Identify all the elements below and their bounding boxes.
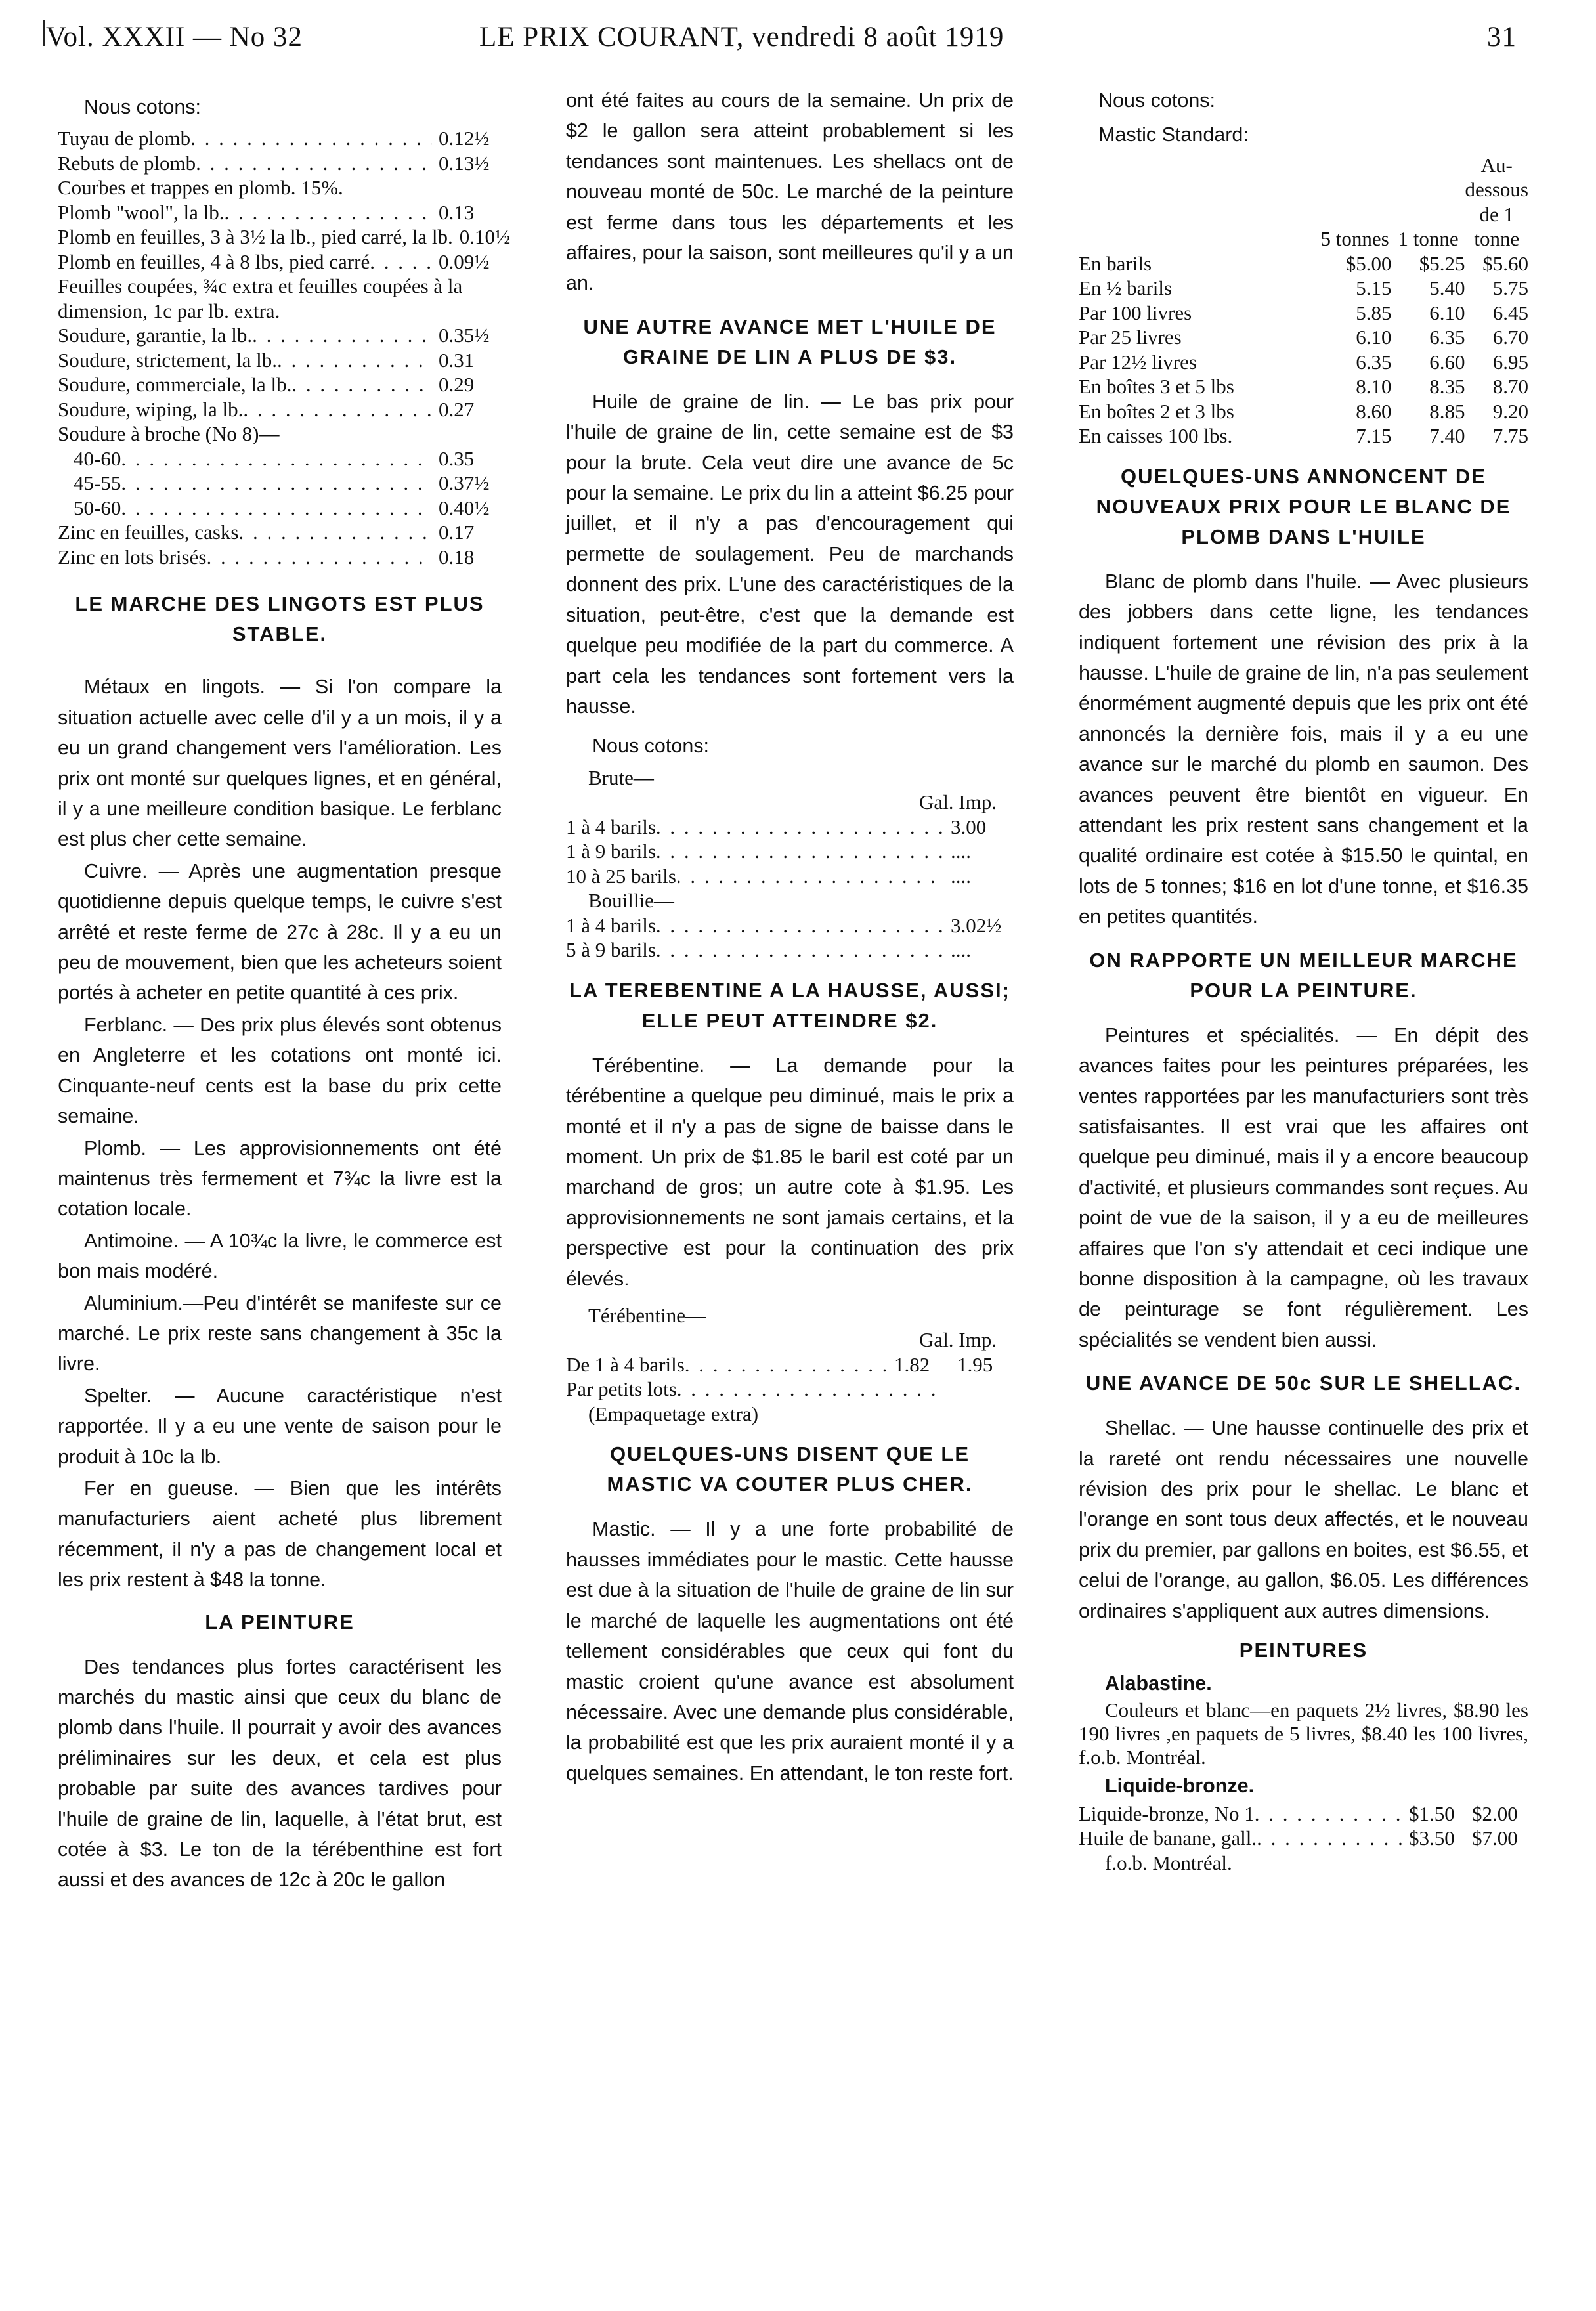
mastic-row-label: En boîtes 2 et 3 lbs [1079, 399, 1234, 423]
price-row-value: .... [951, 840, 971, 863]
dot-leader [252, 323, 432, 348]
mastic-row-label: En caisses 100 lbs. [1079, 424, 1233, 448]
price-row-value: 0.13 [439, 200, 475, 224]
mastic-row-value: 8.70 [1492, 375, 1528, 399]
mastic-row-label: En boîtes 3 et 5 lbs [1079, 375, 1234, 399]
nous-cotons-label: Nous cotons: [84, 96, 202, 118]
dot-leader [243, 397, 432, 422]
heading-meilleur-marche: ON RAPPORTE UN MEILLEUR MARCHE POUR LA PEINTURE. [1089, 948, 1518, 1002]
price-row-label: Soudure, wiping, la lb. [58, 397, 244, 421]
metal-paragraph: Plomb. — Les approvisionnements ont été maintenus très fermement et 7¾c la livre est la cotation locale. [58, 1136, 502, 1220]
mastic-row [1079, 301, 1528, 326]
mastic-row-value: 6.35 [1356, 350, 1392, 374]
price-row [58, 372, 502, 397]
mastic-row-label: En ½ barils [1079, 276, 1173, 300]
price-row-value: 0.37½ [439, 471, 490, 495]
mastic-row [1079, 350, 1528, 375]
mastic-row-value: 7.40 [1429, 424, 1465, 448]
price-row-label: 40-60 [74, 446, 121, 470]
terebentine-price-table [566, 1303, 1014, 1427]
price-row-value: 0.35 [439, 446, 475, 470]
heading-mastic: QUELQUES-UNS DISENT QUE LE MASTIC VA COUTER PLUS CHER. [607, 1442, 973, 1496]
mastic-row-value: 7.75 [1492, 424, 1528, 448]
price-row-label: 1 à 4 barils [566, 913, 656, 937]
heading-lingots: LE MARCHE DES LINGOTS EST PLUS STABLE. [75, 592, 485, 646]
mastic-row-value: 7.15 [1356, 424, 1392, 448]
heading-shellac: UNE AVANCE DE 50c SUR LE SHELLAC. [1085, 1371, 1522, 1395]
mastic-row [1079, 325, 1528, 350]
price-row-label: Plomb "wool", la lb. [58, 200, 225, 224]
price-row-label: 10 à 25 barils [566, 864, 676, 888]
page-edge-rule [43, 20, 45, 46]
mastic-row-label: Par 12½ livres [1079, 350, 1197, 374]
price-row [566, 815, 1014, 840]
fob-note: f.o.b. Montréal. [1105, 1851, 1232, 1874]
mastic-row-value: 6.45 [1492, 301, 1528, 324]
col-1-tonne: 1 tonne [1398, 227, 1459, 251]
mastic-row-value: 6.10 [1356, 326, 1392, 349]
bouillie-label: Bouillie— [588, 889, 674, 913]
mastic-row [1079, 374, 1528, 399]
mastic-row-value: 9.20 [1492, 399, 1528, 423]
metal-paragraph: Antimoine. — A 10¾c la livre, le commerce est bon mais modéré. [58, 1229, 502, 1283]
price-note: Soudure à broche (No 8)— [58, 422, 280, 446]
column-1 [58, 85, 511, 1897]
alabastine-label: Alabastine. [1105, 1672, 1212, 1695]
nous-cotons-label: Nous cotons: [592, 735, 710, 758]
dot-leader [656, 815, 944, 840]
mastic-row-value: 6.35 [1429, 326, 1465, 349]
mastic-row-label: Par 100 livres [1079, 301, 1192, 324]
liquide-bronze-label: Liquide-bronze. [1105, 1775, 1255, 1798]
dot-leader [121, 471, 432, 496]
dot-leader [121, 446, 432, 471]
price-note: Feuilles coupées, ¾c extra et feuilles coupées à la dimension, 1c par lb. extra. [58, 274, 463, 322]
price-row-value: 0.10½ [459, 225, 511, 249]
price-row [566, 839, 1014, 864]
mastic-row-value: 6.60 [1429, 350, 1465, 374]
price-row-value: .... [951, 938, 971, 962]
price-row-label: 1 à 9 barils [566, 840, 656, 863]
liquide-bronze-row: Liquide-bronze, No 1 . . . $1.50 $2.00 [1079, 1802, 1528, 1826]
dot-leader [656, 839, 944, 864]
dot-leader [238, 520, 432, 545]
huile-banane-row: Huile de banane, gall. . . . $3.50 $7.00 [1079, 1826, 1528, 1851]
terebentine-row: De 1 à 4 barils . . . 1.82 1.95 [566, 1352, 1014, 1377]
brute-label: Brute— [588, 766, 654, 789]
paragraph-mastic: Mastic. — Il y a une forte probabilité de hausses immédiates pour le mastic. Cette hausse est due à la situation de l'huile de graine de lin sur le marché de laquelle les augmentations ont été tellement considérables que ceux qui font du mastic croient qu'une avance est absolument nécessaire. Avec une demande plus considérable, la probabilité est que les prix auraient monté il y a quelques semaines. En attendant, le ton reste fort. [566, 1518, 1014, 1784]
peinture-paragraphs [58, 1652, 502, 1895]
dot-leader [291, 372, 432, 397]
price-row-label: 45-55 [74, 471, 121, 495]
mastic-row [1079, 251, 1528, 276]
heading-peintures: PEINTURES [1239, 1639, 1368, 1662]
mastic-row-value: 6.70 [1492, 326, 1528, 349]
heading-peinture: LA PEINTURE [205, 1610, 355, 1633]
price-row [58, 496, 502, 521]
price-row-label: Soudure, commerciale, la lb. [58, 373, 292, 397]
dot-leader [370, 249, 432, 274]
col-au-dessous: Au-dessous de 1 tonne [1465, 153, 1528, 251]
price-row-value: 0.40½ [439, 496, 490, 519]
mastic-row-value: $5.00 [1345, 251, 1392, 275]
mastic-price-table [1079, 153, 1528, 448]
price-row [566, 864, 1014, 889]
dot-leader [277, 348, 432, 373]
price-row-label: Plomb en feuilles, 3 à 3½ la lb., pied carré, la lb. [58, 225, 453, 249]
page-number: 31 [1487, 22, 1517, 53]
price-row [58, 446, 502, 471]
price-row-value: 0.12½ [439, 127, 490, 150]
price-row [58, 348, 502, 373]
journal-title: LE PRIX COURANT, vendredi 8 août 1919 [479, 22, 1004, 53]
petits-lots-row: Par petits lots . . . [566, 1377, 1014, 1402]
heading-blanc-plomb: QUELQUES-UNS ANNONCENT DE NOUVEAUX PRIX POUR LE BLANC DE PLOMB DANS L'HUILE [1096, 464, 1511, 548]
mastic-row-label: Par 25 livres [1079, 326, 1182, 349]
mastic-row-value: 6.10 [1429, 301, 1465, 324]
dot-leader [196, 151, 432, 176]
liquide-bronze-table [1079, 1802, 1528, 1876]
price-row-label: Soudure, strictement, la lb. [58, 348, 278, 372]
price-row-label: Plomb en feuilles, 4 à 8 lbs, pied carré [58, 249, 370, 273]
dot-leader [121, 496, 432, 521]
mastic-row-value: $5.60 [1482, 251, 1528, 275]
terebentine-label: Térébentine— [588, 1303, 706, 1327]
mastic-row-value: 8.35 [1429, 375, 1465, 399]
metal-paragraph: Ferblanc. — Des prix plus élevés sont obtenus en Angleterre et les cotations ont monté ici. Cinquante-neuf cents est la base du prix cette semaine. [58, 1013, 502, 1128]
heading-terebentine: LA TEREBENTINE A LA HAUSSE, AUSSI; ELLE PEUT ATTEINDRE $2. [569, 978, 1010, 1032]
paragraph-blanc-plomb: Blanc de plomb dans l'huile. — Avec plusieurs des jobbers dans cette ligne, les tendances indiquent fortement une révision des prix à la hausse. L'huile de graine de lin, n'a pas seulement énormément augmenté depuis que les prix ont été annoncés la dernière fois, mais il y a eu une avance sur le marché du plomb en saumon. Des avances peuvent être bientôt en vigueur. En attendant les prix restent sans changement et la qualité ordinaire est cotée à $15.50 le quintal, en lots de 5 tonnes; $16 en lot d'une tonne, et $16.35 en petites quantités. [1079, 570, 1528, 928]
mastic-standard-label: Mastic Standard: [1098, 123, 1249, 146]
mastic-row [1079, 399, 1528, 424]
mastic-row-value: 8.85 [1429, 399, 1465, 423]
nous-cotons-label: Nous cotons: [1098, 89, 1216, 112]
paragraph-huile-lin: Huile de graine de lin. — Le bas prix pour l'huile de graine de lin, cette semaine est de $3 pour la brute. Cela veut dire une avance de 5c pour la semaine. Le prix du lin a atteint $6.25 pour juillet, et il n'y a pas d'encouragement qui permette de soulagement. Peu de marchands donnent des prix. L'une des caractéristiques de la situation, peut-être, c'est que la demande est quelque peu modifiée de la part du commerce. A part cela les tendances sont fortement vers la hausse. [566, 390, 1014, 718]
metal-paragraph: Aluminium.—Peu d'intérêt se manifeste sur ce marché. Le prix reste sans changement à 35c la livre. [58, 1291, 502, 1375]
lingots-paragraphs [58, 672, 502, 1595]
mastic-row-value: 5.85 [1356, 301, 1392, 324]
price-row-value: 0.09½ [439, 249, 490, 273]
price-note: Courbes et trappes en plomb. 15%. [58, 176, 343, 200]
price-row-label: Zinc en feuilles, casks [58, 521, 239, 544]
paragraph-terebentine: Térébentine. — La demande pour la térébentine a quelque peu diminué, mais le prix a monté et il n'y a pas de signe de baisse dans le moment. Un prix de $1.85 le baril est coté par un marchand de gros; un autre cote à $1.95. Les approvisionnements ne sont jamais certains, et la perspective est pour la continuation des prix élevés. [566, 1054, 1014, 1290]
price-row [58, 471, 502, 496]
empaquetage-note: (Empaquetage extra) [588, 1402, 759, 1425]
peinture-paragraph: Des tendances plus fortes caractérisent les marchés du mastic ainsi que ceux du blanc de plomb dans l'huile. Il pourrait y avoir des avances préliminaires sur les deux, et cela est plus probable par suite des avances tardives pour l'huile de graine de lin, laquelle, à l'état brut, est cotée à $3. Le ton de la térébenthine est fort aussi et des avances de 12c à 20c le gallon [58, 1655, 502, 1891]
price-row [58, 200, 502, 225]
price-row-label: Zinc en lots brisés [58, 545, 207, 569]
price-row [58, 225, 511, 249]
paragraph-shellac: Shellac. — Une hausse continuelle des prix et la rareté ont rendu nécessaires une nouvelle révision des prix pour le shellac. Le blanc et l'orange en sont tous deux affectés, et le nouveau prix du premier, par gallons en boites, est $6.55, et celui de l'orange, au gallon, $6.05. Les différences ordinaires s'appliquent aux autres dimensions. [1079, 1417, 1528, 1622]
price-row [58, 520, 502, 545]
mastic-row-value: 5.40 [1429, 276, 1465, 300]
price-row-label: 5 à 9 barils [566, 938, 656, 962]
metal-price-list [58, 126, 511, 569]
mastic-row-value: 8.60 [1356, 399, 1392, 423]
dot-leader [190, 126, 432, 151]
metal-paragraph: Spelter. — Aucune caractéristique n'est rapportée. Il y a eu une vente de saison pour le produit à 10c la lb. [58, 1384, 502, 1468]
metal-paragraph: Cuivre. — Après une augmentation presque quotidienne depuis quelque temps, le cuivre s'est arrêté et reste ferme de 27c à 28c. Il y a eu un peu de mouvement, bien que les acheteurs soient portés à acheter en petite quantité à ces prix. [58, 859, 502, 1004]
price-row-value: 3.00 [951, 815, 987, 838]
price-row-value: 0.31 [439, 348, 475, 372]
price-row [58, 151, 502, 176]
mastic-row-value: 5.75 [1492, 276, 1528, 300]
mastic-row [1079, 276, 1528, 301]
paragraph-peintures-specialites: Peintures et spécialités. — En dépit des avances faites pour les peintures préparées, les ventes rapportées par les manufacturiers sont très satisfaisantes. Il est vrai que les affaires ont quelque peu diminué, mais il y a encore beaucoup d'activité, et plusieurs commandes sont reçues. Au point de vue de la saison, il y a eu de meilleures affaires que l'on s'y attendait et ceci indique une bonne disposition à la campagne, où les travaux de peinturage se font régulièrement. Les spécialités se vendent bien aussi. [1079, 1024, 1528, 1351]
gal-imp-header: Gal. Imp. [919, 1328, 997, 1352]
dot-leader [206, 545, 432, 570]
price-row-label: Rebuts de plomb [58, 151, 196, 175]
price-row-value: 0.35½ [439, 324, 490, 347]
price-row-label: Soudure, garantie, la lb. [58, 324, 253, 347]
paragraph-continued: ont été faites au cours de la semaine. Un prix de $2 le gallon sera atteint probablement si les tendances sont maintenues. Les shellacs ont de nouveau monté de 50c. Le marché de la peinture est ferme dans tous les départements et les affaires, pour la saison, sont meilleures qu'il y a un an. [566, 89, 1014, 295]
gal-imp-header: Gal. Imp. [919, 790, 997, 814]
price-row [566, 913, 1014, 938]
mastic-row-value: 5.15 [1356, 276, 1392, 300]
mastic-row-label: En barils [1079, 251, 1152, 275]
price-row-label: 50-60 [74, 496, 121, 519]
price-row [58, 323, 502, 348]
price-row-value: 0.13½ [439, 151, 490, 175]
heading-huile-lin: UNE AUTRE AVANCE MET L'HUILE DE GRAINE DE LIN A PLUS DE $3. [583, 314, 997, 368]
volume-number: Vol. XXXII — No 32 [46, 22, 303, 53]
price-row-value: .... [951, 864, 971, 888]
mastic-row-value: 8.10 [1356, 375, 1392, 399]
price-row-value: 0.29 [439, 373, 475, 397]
price-row-value: 3.02½ [951, 913, 1002, 937]
price-row [58, 126, 502, 151]
price-row-value: 0.17 [439, 521, 475, 544]
metal-paragraph: Fer en gueuse. — Bien que les intérêts manufacturiers aient acheté plus librement récemment, il n'y a pas de changement local et les prix restent à $48 la tonne. [58, 1477, 502, 1591]
mastic-row [1079, 423, 1528, 448]
alabastine-text: Couleurs et blanc—en paquets 2½ livres, $8.90 les 190 livres ,en paquets de 5 livres, $8.40 les 100 livres, f.o.b. Montréal. [1079, 1698, 1528, 1769]
price-row-label: 1 à 4 barils [566, 815, 656, 838]
huile-price-table [566, 766, 1014, 962]
mastic-row-value: $5.25 [1419, 251, 1465, 275]
mastic-row-value: 6.95 [1492, 350, 1528, 374]
dot-leader [676, 864, 944, 889]
dot-leader [656, 938, 944, 962]
price-row-label: Tuyau de plomb [58, 127, 191, 150]
column-3 [1079, 85, 1528, 1875]
page-header [46, 14, 1517, 60]
price-row [58, 545, 502, 570]
col-5-tonnes: 5 tonnes [1320, 227, 1389, 251]
price-row [566, 938, 1014, 962]
dot-leader [656, 913, 944, 938]
metal-paragraph: Métaux en lingots. — Si l'on compare la situation actuelle avec celle d'il y a un mois, il y a eu un grand changement vers l'amélioration. Les prix ont monté sur quelques lignes, et en général, il y a une meilleure condition basique. Le ferblanc est plus cher cette semaine. [58, 676, 502, 851]
column-2 [566, 85, 1014, 1790]
price-row [58, 249, 502, 274]
price-row-value: 0.27 [439, 397, 475, 421]
dot-leader [225, 200, 432, 225]
price-row [58, 397, 502, 422]
price-row-value: 0.18 [439, 545, 475, 569]
